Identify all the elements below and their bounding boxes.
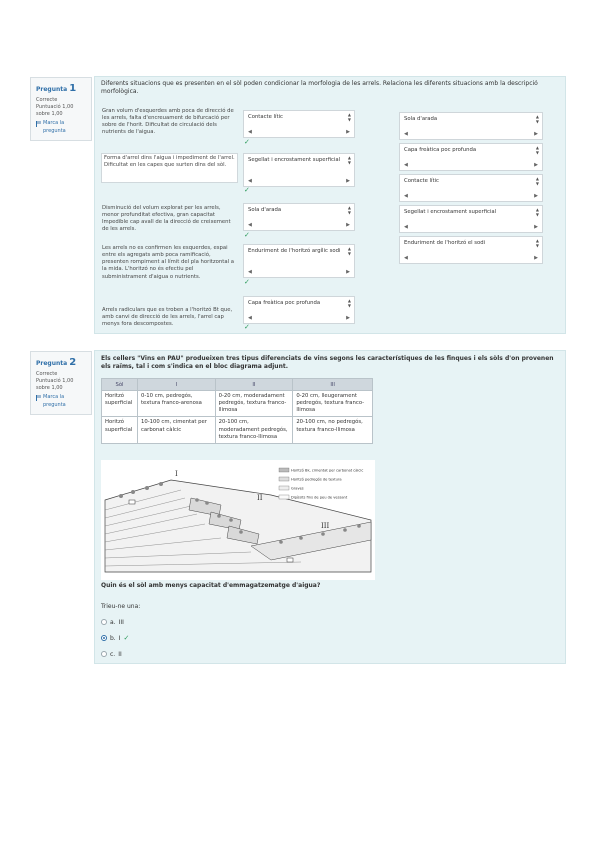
spinner-icon: ▲ ▼ [535,176,539,186]
scroll-left-icon: ◀ [248,315,252,321]
question-info-2 [30,351,92,415]
table-row [102,417,373,443]
spinner-icon: ▲ ▼ [535,145,539,155]
flag-icon [36,395,41,401]
answer-select[interactable]: Segellat i encrostament superficial ▲ ▼ ◀ ▶ [243,153,355,187]
answer-option-c[interactable]: c. II [101,646,129,662]
table-cell: Horitzó superficial [102,417,138,443]
column-header: I [137,379,215,391]
answer-option-b[interactable]: b. I ✓ [101,630,129,646]
scroll-right-icon: ▶ [346,222,350,228]
question-state: Correcte [36,370,58,377]
answer-select[interactable]: Contacte lític ▲ ▼ ◀ ▶ [243,110,355,138]
table-cell: 0-20 cm, lleugerament pedregós, textura franco-llimosa [293,391,373,417]
scroll-left-icon: ◀ [404,255,408,261]
question-grade: Puntuació 1,00 sobre 1,00 [36,377,74,391]
table-cell: 10-100 cm, cimentat per carbonat càlcic [137,417,215,443]
column-header: II [215,379,293,391]
question-info-1 [30,77,92,141]
spinner-icon: ▲ ▼ [347,112,351,122]
choose-prompt: Trieu-ne una: [101,603,141,610]
sub-question: Quin és el sòl amb menys capacitat d'emmagatzematge d'aigua? [101,582,321,589]
spinner-icon: ▲ ▼ [347,298,351,308]
scroll-left-icon: ◀ [248,222,252,228]
correct-check-icon: ✓ [244,186,250,194]
draggable-option[interactable]: Enduriment de l'horitzó el sodi ▲ ▼ ◀ ▶ [399,236,543,264]
table-cell: 0-10 cm, pedregós, textura franco-arenosa [137,391,215,417]
spinner-icon: ▲ ▼ [347,205,351,215]
zone-label: I [175,470,178,478]
spinner-icon: ▲ ▼ [347,155,351,165]
correct-check-icon: ✓ [244,231,250,239]
draggable-option[interactable]: Contacte lític ▲ ▼ ◀ ▶ [399,174,543,202]
scroll-right-icon: ▶ [534,224,538,230]
answer-options [101,614,129,662]
flag-icon [36,121,41,127]
scroll-left-icon: ◀ [404,162,408,168]
flag-question-link[interactable]: Marca la pregunta [36,394,86,409]
zone-label: III [321,522,330,530]
correct-check-icon: ✓ [244,323,250,331]
scroll-left-icon: ◀ [248,178,252,184]
table-row [102,391,373,417]
spinner-icon: ▲ ▼ [535,114,539,124]
question-text: Diferents situacions que es presenten en el sòl poden condicionar la morfologia de les arrels. Relaciona les diferents situacions amb la descripció morfològica. [101,80,538,96]
correct-check-icon: ✓ [244,138,250,146]
scroll-right-icon: ▶ [346,269,350,275]
draggable-option[interactable]: Segellat i encrostament superficial ▲ ▼ ◀ ▶ [399,205,543,233]
soil-table [101,378,373,444]
answer-option-a[interactable]: a. III [101,614,129,630]
question-text: Els cellers "Vins en PAU" produeixen tres tipus diferenciats de vins segons les característiques de les finques i els sòls d'on provenen els raïms, tal i com s'indica en el bloc diagrama adjunt. [101,355,554,371]
table-header-row [102,379,373,391]
question-state: Correcte [36,96,58,103]
scroll-left-icon: ◀ [404,131,408,137]
answer-select[interactable]: Capa freàtica poc profunda ▲ ▼ ◀ ▶ [243,296,355,324]
question-grade: Puntuació 1,00 sobre 1,00 [36,103,74,117]
scroll-right-icon: ▶ [346,178,350,184]
column-header: III [293,379,373,391]
scroll-left-icon: ◀ [248,129,252,135]
premise-item: Forma d'arrel dins l'aigua i impediment de l'arrel. Dificultat en les capes que surten dins del sòl. [101,153,238,183]
premise-item: Gran volum d'esquerdes amb poca de direcció de les arrels, falta d'encreuament de bifurcació per sobre de l'horit. Dificultat de circulació dels nutrients de l'aigua. [100,107,238,138]
radio-button[interactable] [101,651,107,657]
spinner-icon: ▲ ▼ [535,207,539,217]
question-number: Pregunta 2 [36,357,77,368]
correct-check-icon: ✓ [123,634,130,642]
table-cell: 0-20 cm, moderadament pedregós, textura franco-llimosa [215,391,293,417]
legend-label: Horitzó Bk, cimentat per carbonat càlcic [291,468,364,473]
question-number: Pregunta 1 [36,83,77,94]
correct-check-icon: ✓ [244,278,250,286]
scroll-right-icon: ▶ [534,255,538,261]
table-cell: Horitzó superficial [102,391,138,417]
scroll-right-icon: ▶ [534,131,538,137]
premise-item: Disminució del volum explorat per les arrels, menor profunditat efectiva, gran capacitat Impedible cap avall de la direcció de creixement de les arrels. [100,204,238,235]
scroll-left-icon: ◀ [404,193,408,199]
legend-label: Graves [291,486,304,491]
scroll-right-icon: ▶ [534,162,538,168]
flag-question-link[interactable]: Marca la pregunta [36,120,86,135]
spinner-icon: ▲ ▼ [535,238,539,248]
scroll-right-icon: ▶ [346,315,350,321]
spinner-icon: ▲ ▼ [347,246,351,256]
scroll-right-icon: ▶ [346,129,350,135]
column-header: Sòl [102,379,138,391]
table-cell: 20-100 cm, moderadament pedregós, textura franco-llimosa [215,417,293,443]
block-diagram [101,460,375,580]
premise-item: Les arrels no es confirmen les esquerdes, espai entre els agregats amb poca ramificació, presenten rompiment al límit del pla horitzontal a la mida. L'horitzó no és efectiu pel subministrament d'aigua o nutrients. [100,244,238,282]
scroll-left-icon: ◀ [248,269,252,275]
table-cell: 20-100 cm, no pedregós, textura franco-llimosa [293,417,373,443]
legend-label: Dipòsits fins de peu de vessant [291,495,348,500]
draggable-option[interactable]: Capa freàtica poc profunda ▲ ▼ ◀ ▶ [399,143,543,171]
radio-button-selected[interactable] [101,635,107,641]
scroll-right-icon: ▶ [534,193,538,199]
scroll-left-icon: ◀ [404,224,408,230]
answer-select[interactable]: Sola d'arada ▲ ▼ ◀ ▶ [243,203,355,231]
radio-button[interactable] [101,619,107,625]
zone-label: II [257,494,263,502]
answer-select[interactable]: Enduriment de l'horitzó argílic sodi ▲ ▼ ◀ ▶ [243,244,355,278]
premise-item: Arrels radiculars que es troben a l'horitzó Bt que, amb canvi de direcció de les arrels, l'arrel cap menys fora descompostes. [100,306,238,329]
legend-label: Horitzó pedregós de textura [291,477,342,482]
draggable-option[interactable]: Sola d'arada ▲ ▼ ◀ ▶ [399,112,543,140]
